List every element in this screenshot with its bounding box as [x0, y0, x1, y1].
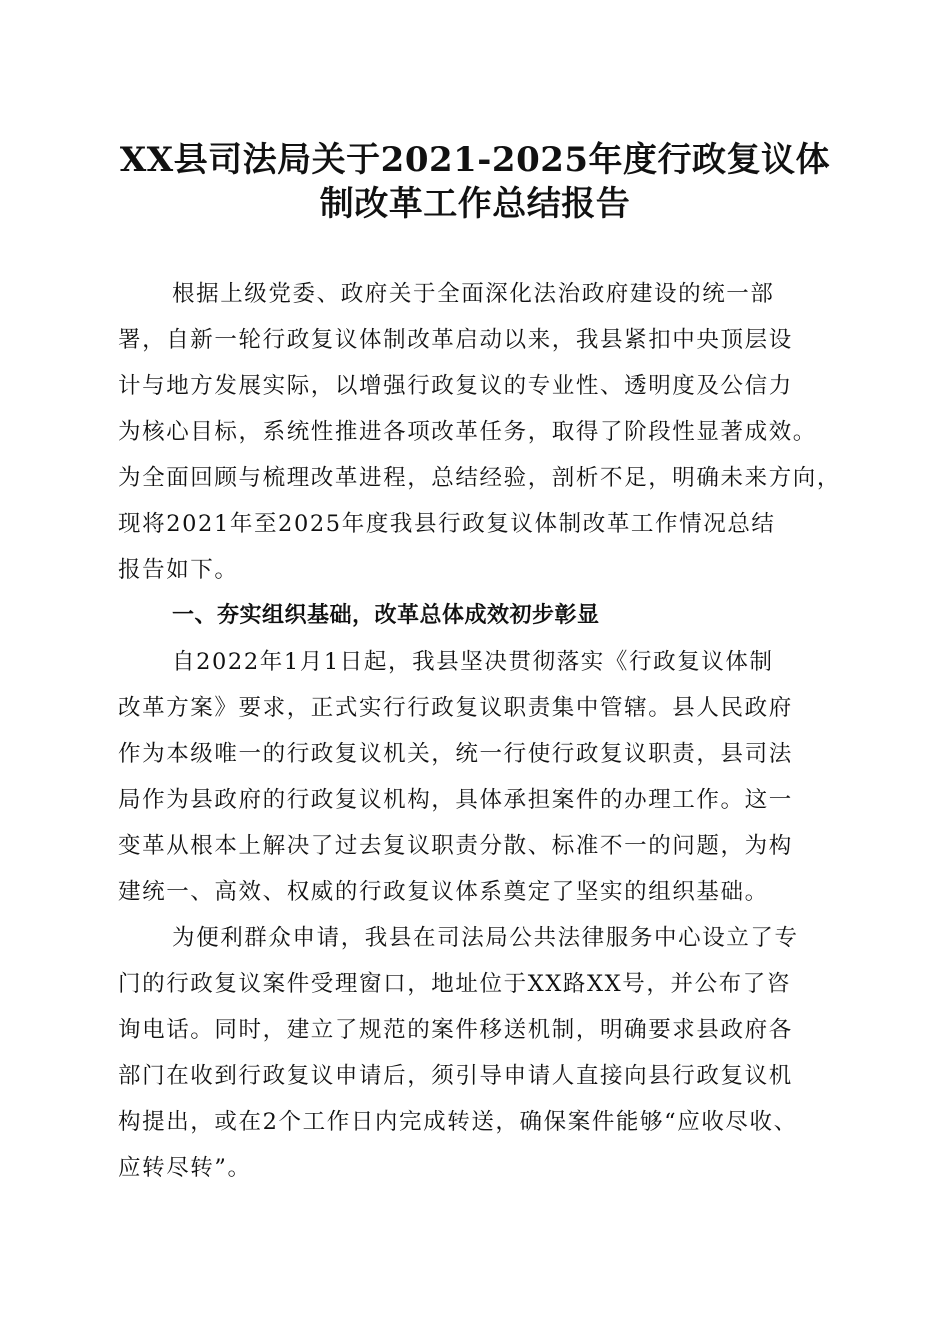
paragraph-line: 部门在收到行政复议申请后，须引导申请人直接向县行政复议机 [118, 1063, 793, 1089]
section-heading: 一、夯实组织基础，改革总体成效初步彰显 [172, 603, 600, 628]
paragraph-line: 自2022年1月1日起，我县坚决贯彻落实《行政复议体制 [172, 649, 774, 675]
document-title [90, 138, 860, 226]
intro-line: 计与地方发展实际，以增强行政复议的专业性、透明度及公信力 [118, 373, 793, 399]
title-line-2: 制改革工作总结报告 [319, 184, 631, 224]
paragraph-line: 门的行政复议案件受理窗口，地址位于XX路XX号，并公布了咨 [118, 971, 791, 997]
intro-line: 署，自新一轮行政复议体制改革启动以来，我县紧扣中央顶层设 [118, 327, 793, 353]
paragraph-line: 局作为县政府的行政复议机构，具体承担案件的办理工作。这一 [118, 787, 793, 813]
intro-line: 现将2021年至2025年度我县行政复议体制改革工作情况总结 [118, 511, 776, 537]
paragraph-line: 构提出，或在2个工作日内完成转送，确保案件能够“应收尽收、 [118, 1109, 798, 1135]
intro-line: 根据上级党委、政府关于全面深化法治政府建设的统一部 [172, 281, 775, 307]
paragraph-line: 变革从根本上解决了过去复议职责分散、标准不一的问题，为构 [118, 833, 793, 859]
paragraph-line: 建统一、高效、权威的行政复议体系奠定了坚实的组织基础。 [118, 879, 769, 905]
paragraph-line: 为便利群众申请，我县在司法局公共法律服务中心设立了专 [172, 925, 799, 951]
document-body [118, 271, 842, 1191]
intro-line: 报告如下。 [118, 557, 239, 583]
paragraph-line: 改革方案》要求，正式实行行政复议职责集中管辖。县人民政府 [118, 695, 793, 721]
title-line-1: XX县司法局关于2021-2025年度行政复议体 [119, 140, 831, 180]
paragraph-line: 应转尽转”。 [118, 1155, 252, 1181]
intro-line: 为全面回顾与梳理改革进程，总结经验，剖析不足，明确未来方向， [118, 465, 842, 491]
intro-line: 为核心目标，系统性推进各项改革任务，取得了阶段性显著成效。 [118, 419, 817, 445]
paragraph-line: 询电话。同时，建立了规范的案件移送机制，明确要求县政府各 [118, 1017, 793, 1043]
paragraph-line: 作为本级唯一的行政复议机关，统一行使行政复议职责，县司法 [118, 741, 793, 767]
